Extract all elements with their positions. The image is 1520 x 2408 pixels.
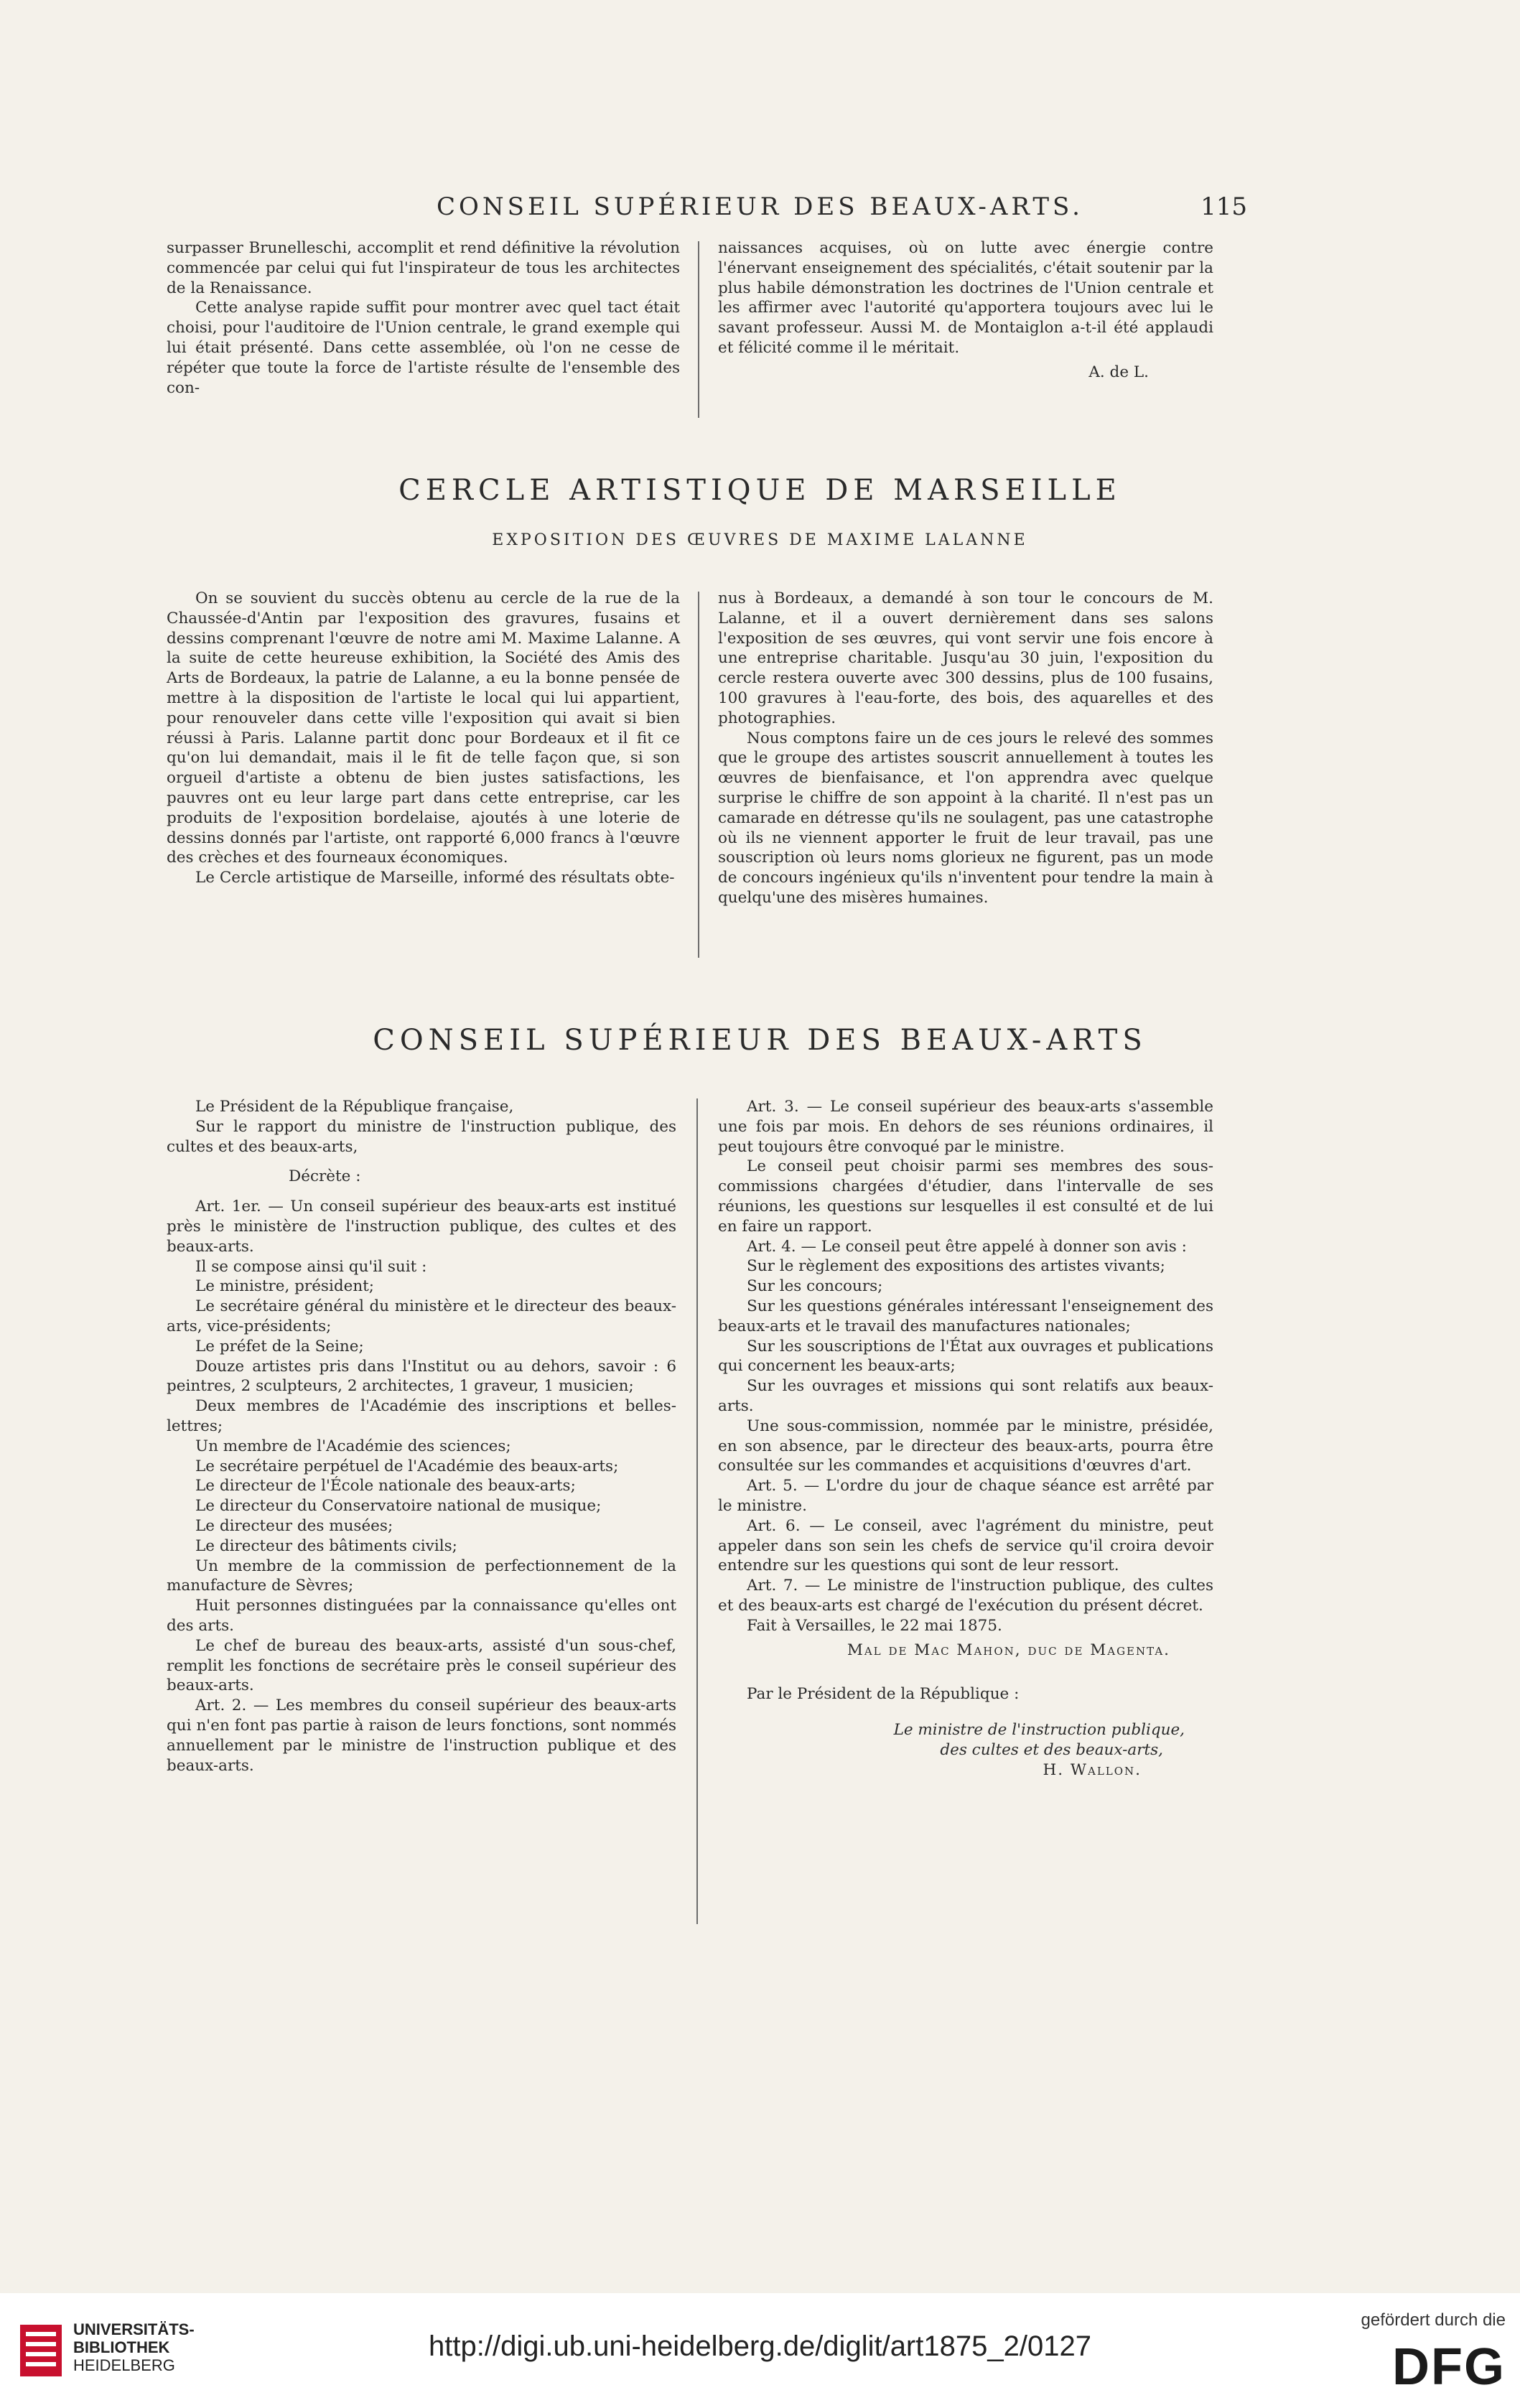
- minister-name: H. Wallon.: [1043, 1760, 1142, 1779]
- member-item: Le chef de bureau des beaux-arts, assisté d'un sous-chef, remplit les fonctions de secrétaire près le conseil supérieur des beaux-arts.: [167, 1636, 676, 1695]
- par-le-president: Par le Président de la République :: [747, 1685, 1020, 1704]
- list-item: Sur les souscriptions de l'État aux ouvrages et publications qui concernent les beaux-arts;: [718, 1337, 1213, 1376]
- paragraph: surpasser Brunelleschi, accomplit et rend définitive la révolution commencée par celui qui fut l'inspirateur de tous les architectes de la Renaissance.: [167, 239, 680, 297]
- paragraph: Le conseil peut choisir parmi ses membres des sous-commissions chargées d'étudier, dans l'intervalle de ses réunions, les questions sur lesquelles il est consulté et de lui en faire un rapport.: [718, 1157, 1213, 1236]
- member-item: Un membre de la commission de perfectionnement de la manufacture de Sèvres;: [167, 1557, 676, 1595]
- article-2: Art. 2. — Les membres du conseil supérieur des beaux-arts qui n'en font pas partie à raison de leurs fonctions, sont nommés annuellement par le ministre de l'instruction publique et des beaux-arts.: [167, 1697, 676, 1775]
- conseil-right-column: [718, 1097, 1213, 1781]
- cercle-left-column: [167, 589, 680, 888]
- member-item: Huit personnes distinguées par la connaissance qu'elles ont des arts.: [167, 1597, 676, 1635]
- cercle-right-column: [718, 589, 1213, 908]
- member-item: Le directeur de l'École nationale des beaux-arts;: [195, 1477, 576, 1495]
- article-1: Art. 1er. — Un conseil supérieur des beaux-arts est institué près le ministère de l'instruction publique, des cultes et des beaux-arts.: [167, 1198, 676, 1256]
- member-item: Le directeur du Conservatoire national de musique;: [195, 1497, 602, 1516]
- signature: A. de L.: [1088, 363, 1149, 381]
- paragraph: nus à Bordeaux, a demandé à son tour le concours de M. Lalanne, et il a ouvert dernièrement dans ses salons l'exposition de ses œuvres, qui vont servir une fois encore à une entreprise charitable. Jusqu'au 30 juin, l'exposition du cercle restera ouverte avec 300 dessins, plus de 100 fusains, 100 gravures à l'eau-forte, des bois, des aquarelles et des photographies.: [718, 589, 1213, 727]
- member-item: Le directeur des bâtiments civils;: [195, 1536, 457, 1555]
- article-5: Art. 5. — L'ordre du jour de chaque séance est arrêté par le ministre.: [718, 1477, 1213, 1515]
- funding-label: gefördert durch die: [1361, 2310, 1506, 2330]
- member-item: Le secrétaire général du ministère et le directeur des beaux-arts, vice-présidents;: [167, 1297, 676, 1335]
- member-item: Le secrétaire perpétuel de l'Académie des beaux-arts;: [195, 1457, 619, 1475]
- section-title-conseil: CONSEIL SUPÉRIEUR DES BEAUX-ARTS: [373, 1024, 1147, 1057]
- member-item: Un membre de l'Académie des sciences;: [195, 1437, 511, 1455]
- dfg-logo[interactable]: DFG: [1392, 2338, 1506, 2396]
- list-item: Sur les concours;: [747, 1277, 883, 1296]
- conseil-left-column: [167, 1097, 676, 1775]
- column-rule: [698, 241, 699, 418]
- signatory: Mal de Mac Mahon, duc de Magenta.: [847, 1641, 1170, 1659]
- article-6: Art. 6. — Le conseil, avec l'agrément du ministre, peut appeler dans son sein les chefs de service qu'il croira devoir entendre sur les questions qui sont de leur ressort.: [718, 1516, 1213, 1575]
- member-item: Douze artistes pris dans l'Institut ou au dehors, savoir : 6 peintres, 2 sculpteurs, 2 architectes, 1 graveur, 1 musicien;: [167, 1357, 676, 1396]
- decree-heading: Décrète :: [289, 1167, 361, 1186]
- article-4: Art. 4. — Le conseil peut être appelé à donner son avis :: [747, 1237, 1187, 1256]
- member-item: Le ministre, président;: [195, 1277, 375, 1296]
- column-rule: [696, 1098, 698, 1924]
- member-item: Le préfet de la Seine;: [195, 1337, 364, 1355]
- top-left-column: [167, 238, 680, 398]
- article-3: Art. 3. — Le conseil supérieur des beaux-arts s'assemble une fois par mois. En dehors de ses réunions ordinaires, il peut toujours être convoqué par le ministre.: [718, 1098, 1213, 1156]
- paragraph: Il se compose ainsi qu'il suit :: [195, 1257, 427, 1276]
- library-line: BIBLIOTHEK: [73, 2338, 170, 2356]
- column-rule: [698, 592, 699, 958]
- paragraph: Une sous-commission, nommée par le ministre, présidée, en son absence, par le directeur des beaux-arts, pourra être consultée sur les commandes et acquisitions d'œuvres d'art.: [718, 1417, 1213, 1475]
- paragraph: Le Cercle artistique de Marseille, informé des résultats obte-: [195, 869, 675, 887]
- footer-bar: [0, 2293, 1520, 2408]
- member-item: Le directeur des musées;: [195, 1516, 393, 1535]
- paragraph: Nous comptons faire un de ces jours le relevé des sommes que le groupe des artistes souscrit annuellement à toutes les œuvres de bienfaisance, et l'on apprendra avec quelque surprise le chiffre de son appoint à la charité. Il n'est pas un camarade en détresse qu'ils ne soulagent, pas une catastrophe où ils ne viennent apporter le fruit de leur travail, pas une souscription où leurs noms glorieux ne figurent, pas un mode de concours ingénieux qu'ils n'inventent pour tendre la main à quelqu'une des misères humaines.: [718, 729, 1213, 907]
- running-title: CONSEIL SUPÉRIEUR DES BEAUX-ARTS.: [437, 192, 1083, 221]
- paragraph: Cette analyse rapide suffit pour montrer avec quel tact était choisi, pour l'auditoire de l'Union centrale, le grand exemple qui lui était présenté. Dans cette assemblée, où l'on ne cesse de répéter que toute la force de l'artiste résulte de l'ensemble des con-: [167, 299, 680, 397]
- running-head: [0, 188, 1520, 224]
- article-7: Art. 7. — Le ministre de l'instruction publique, des cultes et des beaux-arts est chargé de l'exécution du présent décret.: [718, 1577, 1213, 1615]
- list-item: Sur les ouvrages et missions qui sont relatifs aux beaux-arts.: [718, 1377, 1213, 1415]
- section-title-cercle: CERCLE ARTISTIQUE DE MARSEILLE: [398, 474, 1122, 507]
- paragraph: Sur le rapport du ministre de l'instruction publique, des cultes et des beaux-arts,: [167, 1117, 676, 1156]
- page-number: 115: [1200, 192, 1247, 221]
- source-url-link[interactable]: http://digi.ub.uni-heidelberg.de/diglit/art1875_2/0127: [429, 2330, 1091, 2362]
- list-item: Sur le règlement des expositions des artistes vivants;: [747, 1257, 1165, 1276]
- paragraph: On se souvient du succès obtenu au cercle de la rue de la Chaussée-d'Antin par l'exposition des gravures, fusains et dessins comprenant l'œuvre de notre ami M. Maxime Lalanne. A la suite de cette heureuse exhibition, la Société des Amis des Arts de Bordeaux, la patrie de Lalanne, a eu la bonne pensée de mettre à la disposition de l'artiste le local qui lui appartient, pour renouveler dans cette ville l'exposition qui avait si bien réussi à Paris. Lalanne partit donc pour Bordeaux et il fit ce qu'on lui demandait, mais il le fit de telle façon que, si son orgueil d'artiste a obtenu de bien justes satisfactions, les pauvres ont eu leur large part dans cette entreprise, car les produits de l'exposition bordelaise, ajoutés à une loterie de dessins donnés par l'artiste, ont rapporté 6,000 francs à l'œuvre des crèches et des fourneaux économiques.: [167, 589, 680, 867]
- list-item: Sur les questions générales intéressant l'enseignement des beaux-arts et le travail des manufactures nationales;: [718, 1297, 1213, 1335]
- paragraph: naissances acquises, où on lutte avec énergie contre l'énervant enseignement des spécialités, c'était soutenir par la plus habile démonstration les doctrines de l'Union centrale et les affirmer avec l'autorité qu'apportera toujours avec lui le savant professeur. Aussi M. de Montaiglon a-t-il été applaudi et félicité comme il le méritait.: [718, 239, 1213, 357]
- member-item: Deux membres de l'Académie des inscriptions et belles-lettres;: [167, 1397, 676, 1435]
- top-right-column: [718, 238, 1213, 383]
- paragraph: Le Président de la République française,: [195, 1098, 514, 1116]
- library-line: HEIDELBERG: [73, 2356, 175, 2374]
- dateline: Fait à Versailles, le 22 mai 1875.: [747, 1616, 1002, 1635]
- section-subtitle-cercle: EXPOSITION DES ŒUVRES DE MAXIME LALANNE: [492, 531, 1028, 549]
- minister-title-2: des cultes et des beaux-arts,: [940, 1740, 1163, 1759]
- library-line: UNIVERSITÄTS-: [73, 2320, 195, 2338]
- minister-title-1: Le ministre de l'instruction publique,: [893, 1721, 1185, 1740]
